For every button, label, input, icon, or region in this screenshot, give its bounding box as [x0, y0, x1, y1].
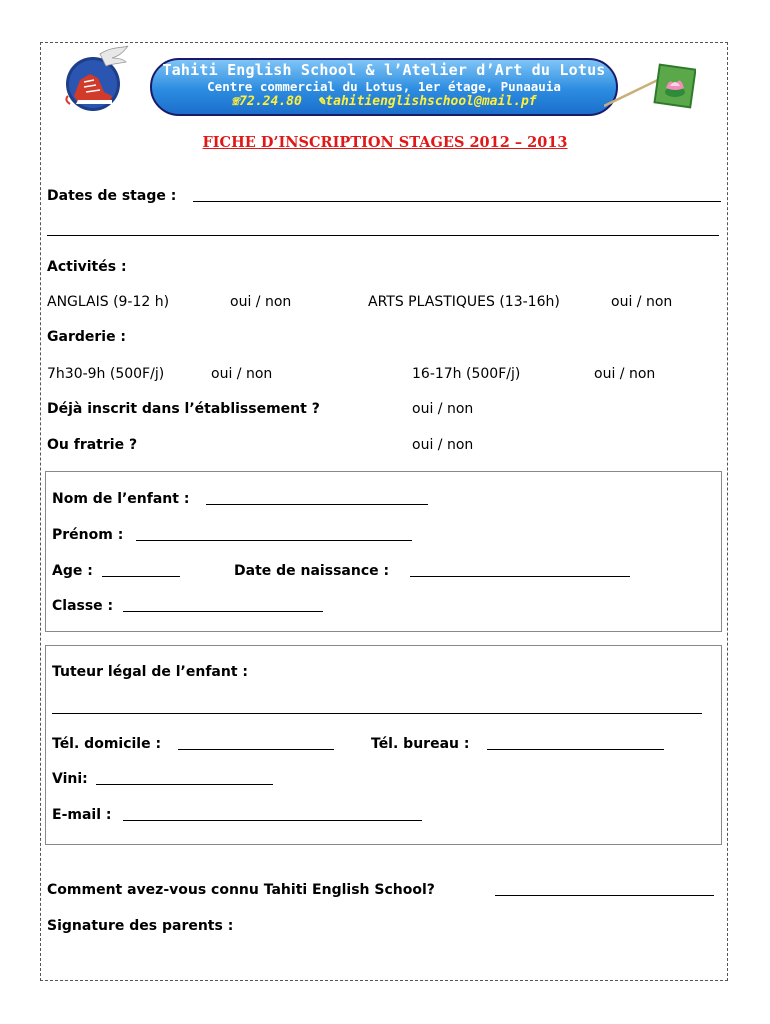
anglais-label: ANGLAIS (9-12 h): [47, 294, 170, 310]
tuteur-field[interactable]: [52, 713, 702, 714]
garderie-morning-label: 7h30-9h (500F/j): [47, 366, 165, 382]
vini-label: Vini:: [52, 771, 88, 787]
dates-line-1[interactable]: [193, 201, 721, 202]
date-naissance-field[interactable]: [410, 576, 630, 577]
arts-label: ARTS PLASTIQUES (13-16h): [368, 294, 560, 310]
winged-shoe-logo-icon: [60, 44, 130, 114]
age-label: Age :: [52, 563, 93, 579]
dates-line-2[interactable]: [47, 235, 719, 236]
garderie-evening-choice[interactable]: oui / non: [594, 366, 656, 382]
banner-address: Centre commercial du Lotus, 1er étage, Punaauia: [207, 79, 561, 94]
tel-domicile-label: Tél. domicile :: [52, 736, 162, 752]
arts-choice[interactable]: oui / non: [611, 294, 673, 310]
page-title: FICHE D’INSCRIPTION STAGES 2012 – 2013: [202, 134, 568, 151]
classe-field[interactable]: [123, 611, 323, 612]
vini-field[interactable]: [96, 784, 273, 785]
activites-label: Activités :: [47, 259, 127, 275]
banner-email: ✎tahitienglishschool@mail.pf: [317, 94, 537, 109]
classe-label: Classe :: [52, 598, 114, 614]
fratrie-label: Ou fratrie ?: [47, 437, 138, 453]
tel-bureau-label: Tél. bureau :: [371, 736, 470, 752]
garderie-label: Garderie :: [47, 329, 127, 345]
deja-inscrit-choice[interactable]: oui / non: [412, 401, 474, 417]
anglais-choice[interactable]: oui / non: [230, 294, 292, 310]
garderie-morning-choice[interactable]: oui / non: [211, 366, 273, 382]
signature-label: Signature des parents :: [47, 918, 234, 934]
tel-domicile-field[interactable]: [178, 749, 334, 750]
prenom-field[interactable]: [136, 540, 412, 541]
nom-enfant-field[interactable]: [206, 504, 428, 505]
tuteur-label: Tuteur légal de l’enfant :: [52, 664, 248, 680]
prenom-label: Prénom :: [52, 527, 124, 543]
banner-phone: ☏72.24.80: [231, 94, 302, 109]
email-label: E-mail :: [52, 807, 112, 823]
dates-label: Dates de stage :: [47, 188, 177, 204]
date-naissance-label: Date de naissance :: [234, 563, 390, 579]
banner-school-name: Tahiti English School & l’Atelier d’Art du Lotus: [162, 61, 606, 79]
comment-label: Comment avez-vous connu Tahiti English School?: [47, 882, 435, 898]
deja-inscrit-label: Déjà inscrit dans l’établissement ?: [47, 401, 320, 417]
fratrie-choice[interactable]: oui / non: [412, 437, 474, 453]
age-field[interactable]: [102, 576, 180, 577]
lotus-painting-icon: [604, 62, 696, 112]
nom-enfant-label: Nom de l’enfant :: [52, 491, 190, 507]
tel-bureau-field[interactable]: [487, 749, 664, 750]
banner-contact: [152, 94, 616, 109]
school-banner: [150, 58, 618, 116]
email-field[interactable]: [123, 820, 422, 821]
garderie-evening-label: 16-17h (500F/j): [412, 366, 521, 382]
comment-field[interactable]: [495, 895, 714, 896]
